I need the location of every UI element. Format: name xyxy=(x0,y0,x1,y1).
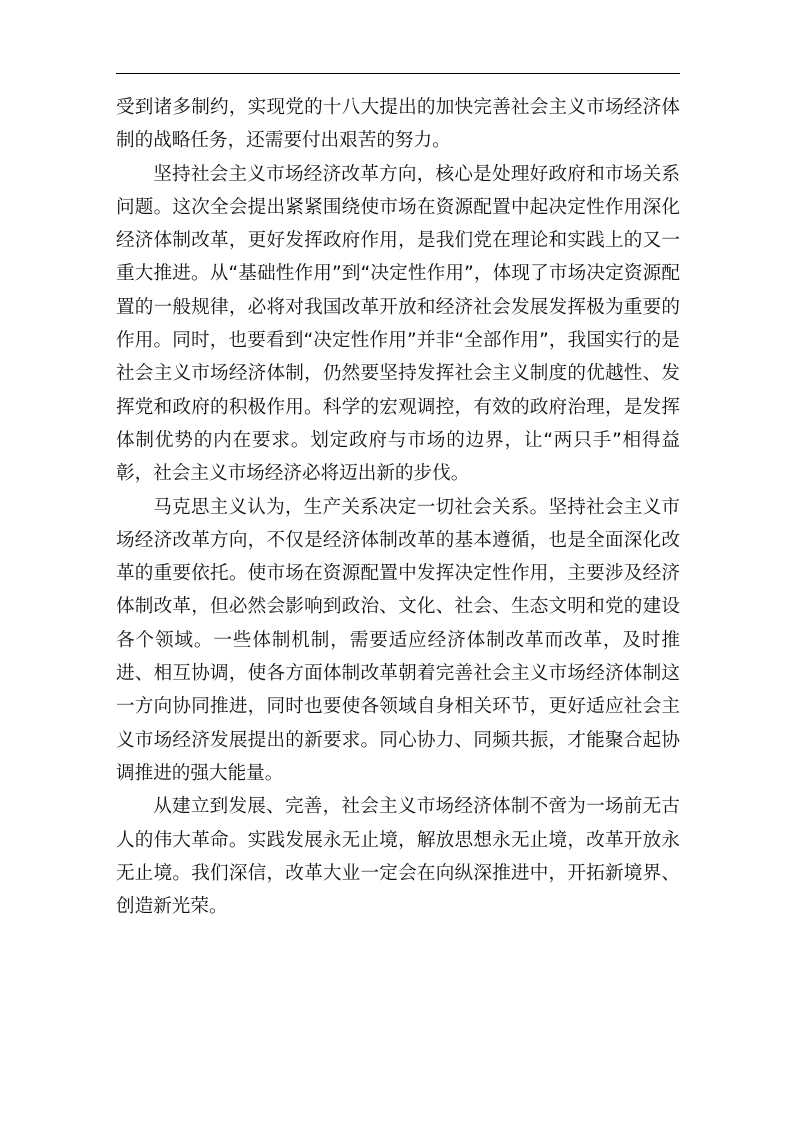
paragraph-production-relations: 马克思主义认为，生产关系决定一切社会关系。坚持社会主义市场经济改革方向，不仅是经济体制改革的基本遵循，也是全面深化改革的重要依托。使市场在资源配置中发挥决定性作用，主要涉及经济体制改革，但必然会影响到政治、文化、社会、生态文明和党的建设各个领域。一些体制机制，需要适应经济体制改革而改革，及时推进、相互协调，使各方面体制改革朝着完善社会主义市场经济体制这一方向协同推进，同时也要使各领域自身相关环节，更好适应社会主义市场经济发展提出的新要求。同心协力、同频共振，才能聚合起协调推进的强大能量。 xyxy=(116,496,680,784)
paragraph-government-market: 坚持社会主义市场经济改革方向，核心是处理好政府和市场关系问题。这次全会提出紧紧围绕使市场在资源配置中起决定性作用深化经济体制改革，更好发挥政府作用，是我们党在理论和实践上的又一重大推进。从“基础性作用”到“决定性作用”，体现了市场决定资源配置的一般规律，必将对我国改革开放和经济社会发展发挥极为重要的作用。同时，也要看到“决定性作用”并非“全部作用”，我国实行的是社会主义市场经济体制，仍然要坚持发挥社会主义制度的优越性、发挥党和政府的积极作用。科学的宏观调控，有效的政府治理，是发挥体制优势的内在要求。划定政府与市场的边界，让“两只手”相得益彰，社会主义市场经济必将迈出新的步伐。 xyxy=(116,163,680,485)
header-rule xyxy=(116,73,680,74)
paragraph-continuation: 受到诸多制约，实现党的十八大提出的加快完善社会主义市场经济体制的战略任务，还需要付出艰苦的努力。 xyxy=(116,97,680,152)
document-body xyxy=(116,91,680,923)
paragraph-conclusion: 从建立到发展、完善，社会主义市场经济体制不啻为一场前无古人的伟大革命。实践发展永无止境，解放思想永无止境，改革开放永无止境。我们深信，改革大业一定会在向纵深推进中，开拓新境界、创造新光荣。 xyxy=(116,796,680,918)
